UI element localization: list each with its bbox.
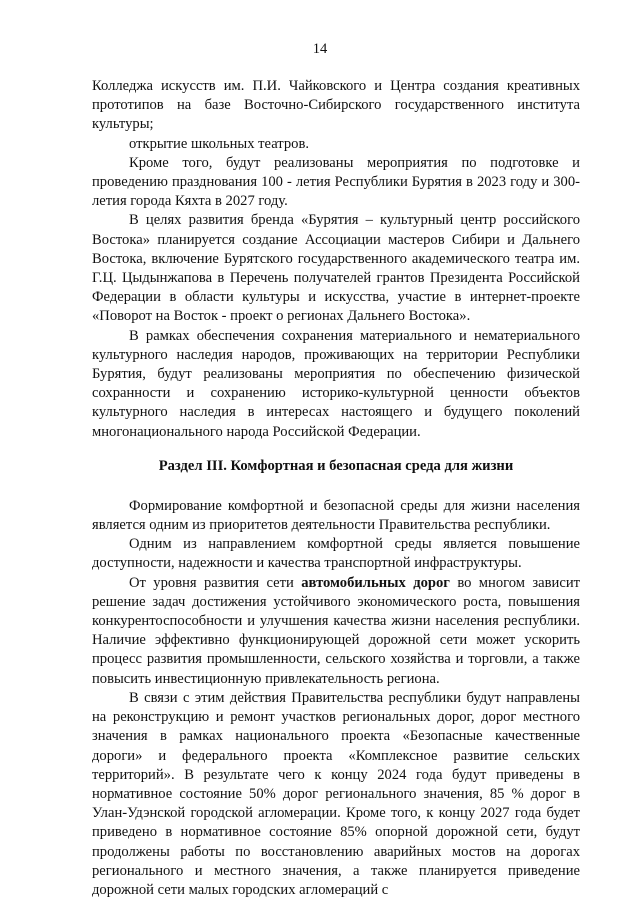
paragraph-heritage: В рамках обеспечения сохранения материального и нематериального культурного наследия народов, проживающих на территории Республики Бурятия, будут реализованы мероприятия по обеспечению физической сохранности и сохранению историко-культурной ценности объектов культурного наследия в интересах настоящего и будущего поколений многонационального народа Российской Федерации.: [92, 327, 580, 440]
road-text-bold: автомобильных дорог: [301, 574, 450, 591]
paragraph-road-network: [92, 574, 580, 689]
paragraph-comfortable-environment: Формирование комфортной и безопасной среды для жизни населения является одним из приоритетов деятельности Правительства республики.: [92, 497, 580, 534]
document-body: [92, 77, 580, 900]
page-number: 14: [312, 41, 328, 57]
paragraph-school-theaters: открытие школьных театров.: [129, 135, 309, 152]
paragraph-continuation: Колледжа искусств им. П.И. Чайковского и Центра создания креативных прототипов на базе Восточно-Сибирского государственного института культуры;: [92, 78, 580, 133]
paragraph-anniversaries: Кроме того, будут реализованы мероприятия по подготовке и проведению празднования 100 - летия Республики Бурятия в 2023 году и 300-летия города Кяхта в 2027 году.: [92, 154, 580, 210]
paragraph-government-actions: В связи с этим действия Правительства республики будут направлены на реконструкцию и ремонт участков региональных дорог, дорог местного значения в рамках национального проекта «Безопасные качественные дороги» и федерального проекта «Комплексное развитие сельских территорий». В результате чего к концу 2024 года будут приведены в нормативное состояние 50% дорог регионального значения, 85 % дорог в Улан-Удэнской городской агломерации. Кроме того, к концу 2027 года будет приведено в нормативное состояние 85% опорной дорожной сети, будут продолжены работы по восстановлению аварийных мостов на дорогах регионального и местного значения, а также планируется приведение дорожной сети малых городских агломераций с: [92, 689, 580, 898]
paragraph-brand: В целях развития бренда «Бурятия – культурный центр российского Востока» планируется создание Ассоциации мастеров Сибири и Дальнего Востока, включение Бурятского государственного академического театра им. Г.Ц. Цыдынжапова в Перечень получателей грантов Президента Российской Федерации в области культуры и искусства, участие в интернет-проекте «Поворот на Восток - проект о регионах Дальнего Востока».: [92, 212, 580, 325]
road-text-end: во многом зависит решение задач достижения устойчивого экономического роста, повышения конкурентоспособности и улучшения качества жизни населения республики. Наличие эффективно функционирующей дорожной сети может ускорить процесс развития промышленности, сельского хозяйства и торговли, а также повысить инвестиционную привлекательность региона.: [92, 574, 581, 687]
paragraph-transport-infrastructure: Одним из направлением комфортной среды является повышение доступности, надежности и качества транспортной инфраструктуры.: [92, 536, 580, 572]
section-heading: Раздел III. Комфортная и безопасная среда для жизни: [158, 457, 514, 474]
road-text-start: От уровня развития сети: [129, 574, 302, 591]
